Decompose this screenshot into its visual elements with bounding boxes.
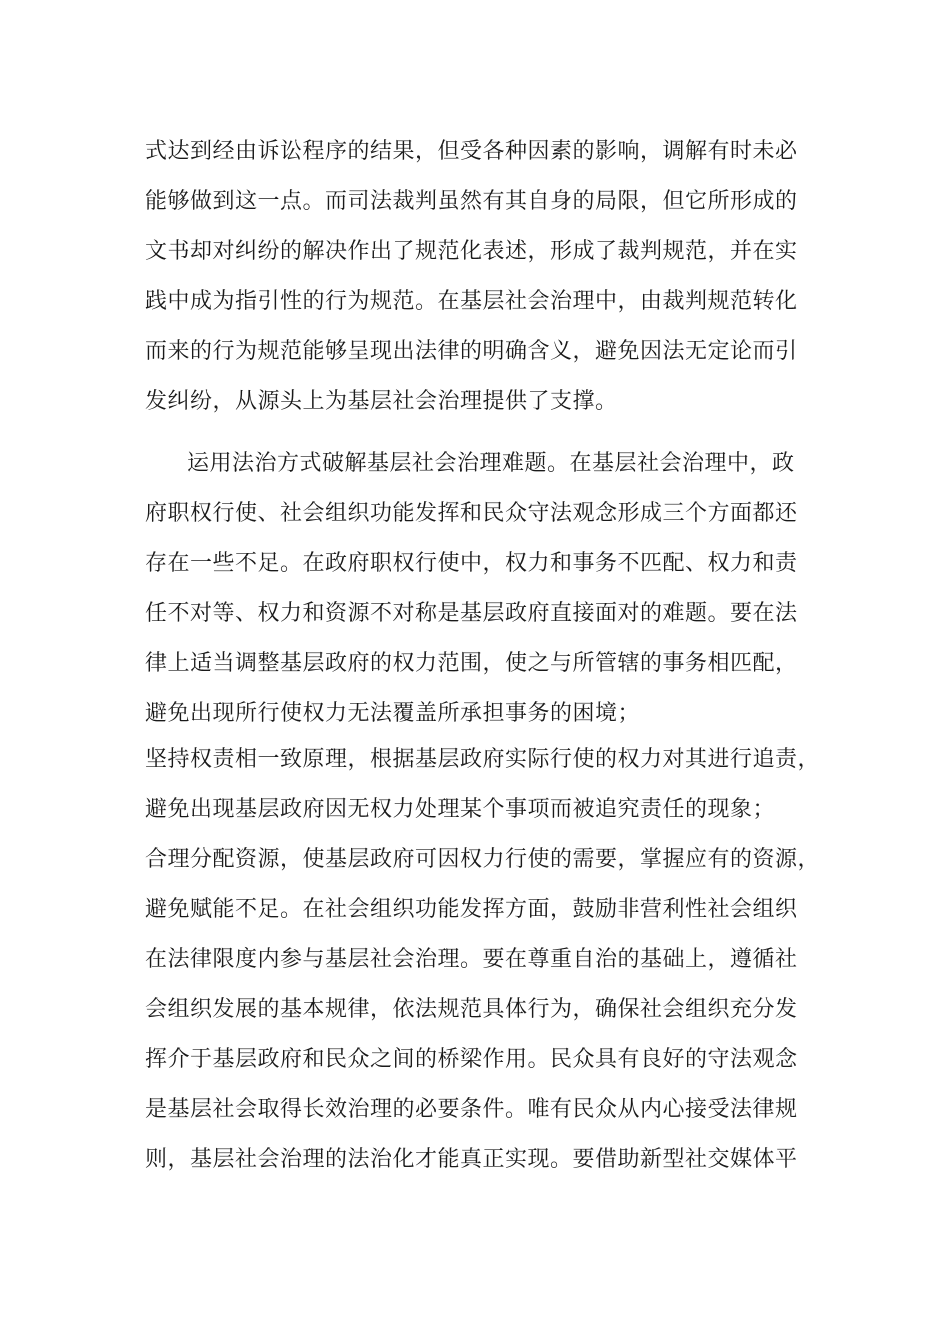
text-line: 在法律限度内参与基层社会治理。要在尊重自治的基础上，遵循社: [145, 947, 798, 972]
text-line: 则，基层社会治理的法治化才能真正实现。要借助新型社交媒体平: [145, 1147, 798, 1172]
text-line: 文书却对纠纷的解决作出了规范化表述，形成了裁判规范，并在实: [145, 239, 798, 264]
text-line: 运用法治方式破解基层社会治理难题。在基层社会治理中，政: [187, 451, 795, 476]
text-line: 避免赋能不足。在社会组织功能发挥方面，鼓励非营利性社会组织: [145, 897, 798, 922]
text-line: 合理分配资源，使基层政府可因权力行使的需要，掌握应有的资源，: [145, 847, 821, 872]
text-line: 避免出现所行使权力无法覆盖所承担事务的困境；: [145, 701, 641, 726]
text-line: 律上适当调整基层政府的权力范围，使之与所管辖的事务相匹配，: [145, 651, 798, 676]
text-line: 是基层社会取得长效治理的必要条件。唯有民众从内心接受法律规: [145, 1097, 798, 1122]
text-line: 坚持权责相一致原理，根据基层政府实际行使的权力对其进行追责，: [145, 747, 821, 772]
text-line: 会组织发展的基本规律，依法规范具体行为，确保社会组织充分发: [145, 997, 798, 1022]
text-line: 府职权行使、社会组织功能发挥和民众守法观念形成三个方面都还: [145, 501, 798, 526]
text-line: 避免出现基层政府因无权力处理某个事项而被追究责任的现象；: [145, 797, 776, 822]
text-line: 存在一些不足。在政府职权行使中，权力和事务不匹配、权力和责: [145, 551, 798, 576]
text-line: 发纠纷，从源头上为基层社会治理提供了支撑。: [145, 389, 618, 414]
text-line: 能够做到这一点。而司法裁判虽然有其自身的局限，但它所形成的: [145, 189, 798, 214]
text-line: 挥介于基层政府和民众之间的桥梁作用。民众具有良好的守法观念: [145, 1047, 798, 1072]
text-line: 任不对等、权力和资源不对称是基层政府直接面对的难题。要在法: [145, 601, 798, 626]
text-line: 践中成为指引性的行为规范。在基层社会治理中，由裁判规范转化: [145, 289, 798, 314]
text-line: 而来的行为规范能够呈现出法律的明确含义，避免因法无定论而引: [145, 339, 798, 364]
text-line: 式达到经由诉讼程序的结果，但受各种因素的影响，调解有时未必: [145, 139, 798, 164]
